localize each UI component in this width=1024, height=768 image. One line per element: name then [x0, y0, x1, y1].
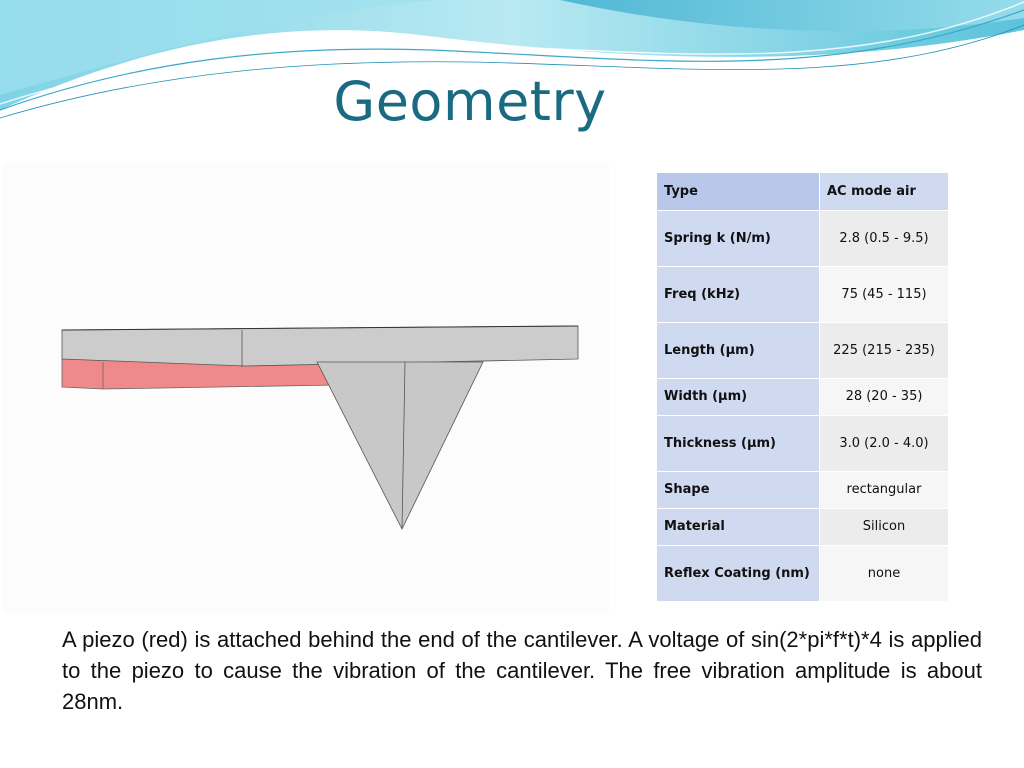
table-row-value: 3.0 (2.0 - 4.0): [820, 415, 949, 471]
table-row-value: 75 (45 - 115): [820, 266, 949, 322]
table-row: [657, 471, 948, 508]
cantilever-spec-table: [657, 173, 948, 602]
tip-element: [317, 362, 483, 529]
cantilever-geometry-svg: [3, 163, 609, 613]
table-row-label: Length (µm): [657, 322, 820, 378]
table-header-row: [657, 173, 948, 210]
table-row-value: Silicon: [820, 508, 949, 545]
table-row-label: Shape: [657, 471, 820, 508]
table-row-label: Reflex Coating (nm): [657, 545, 820, 601]
cantilever-beam: [62, 326, 578, 366]
table-row: [657, 415, 948, 471]
table-row-value: 2.8 (0.5 - 9.5): [820, 210, 949, 266]
caption-text: A piezo (red) is attached behind the end of the cantilever. A voltage of sin(2*pi*f*t)*4 is applied to the piezo to cause the vibration of the cantilever. The free vibration amplitude is about 28nm.: [62, 627, 982, 714]
cantilever-diagram: [3, 163, 609, 613]
table-row: [657, 266, 948, 322]
table-row-label: Freq (kHz): [657, 266, 820, 322]
table-row-label: Spring k (N/m): [657, 210, 820, 266]
table-row-label: Width (µm): [657, 378, 820, 415]
page-title: Geometry: [333, 70, 607, 133]
table-row-value: 225 (215 - 235): [820, 322, 949, 378]
table-row-label: Material: [657, 508, 820, 545]
table-row: [657, 508, 948, 545]
table-row: [657, 322, 948, 378]
table-row: [657, 378, 948, 415]
table-header-value: AC mode air: [820, 173, 949, 210]
table-row: [657, 210, 948, 266]
table-header-label: Type: [657, 173, 820, 210]
table-row: [657, 545, 948, 601]
table-row-value: rectangular: [820, 471, 949, 508]
table-row-label: Thickness (µm): [657, 415, 820, 471]
table-row-value: 28 (20 - 35): [820, 378, 949, 415]
table-row-value: none: [820, 545, 949, 601]
